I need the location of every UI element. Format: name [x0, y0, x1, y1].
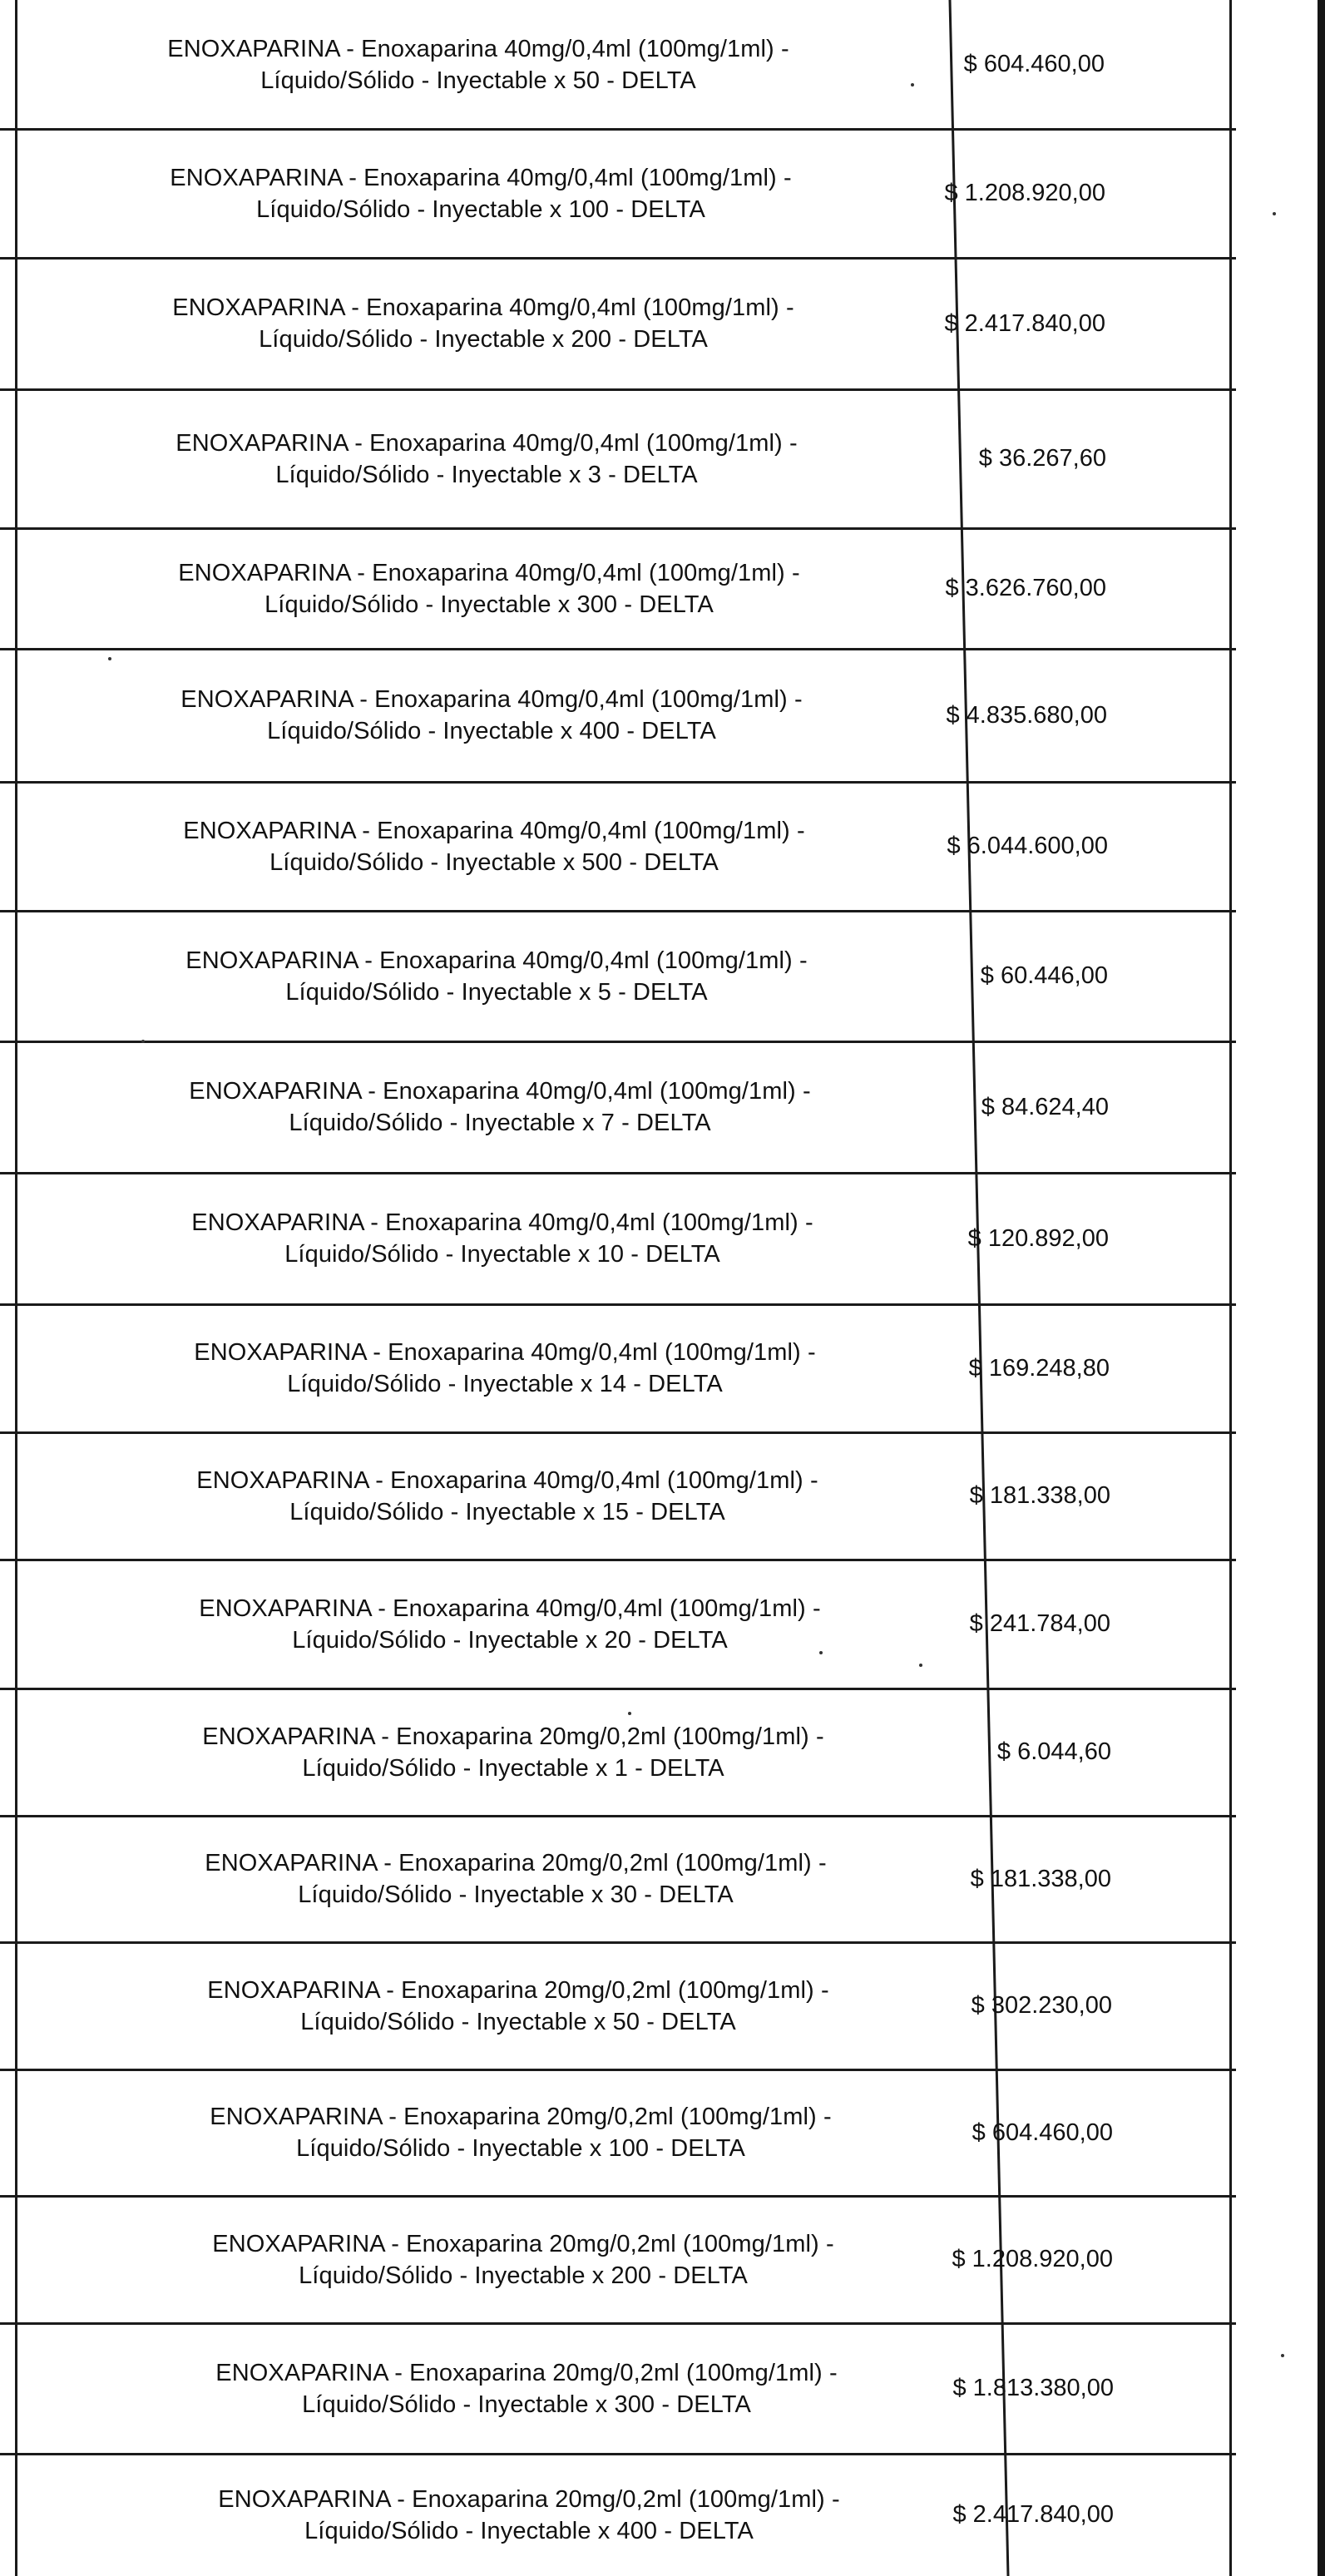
- description-line-2: Líquido/Sólido - Inyectable x 20 - DELTA: [292, 1626, 728, 1654]
- product-price: $ 2.417.840,00: [944, 309, 1105, 337]
- product-description: [35, 911, 958, 1041]
- description-line-1: ENOXAPARINA - Enoxaparina 20mg/0,2ml (100mg/1ml) -: [212, 2230, 834, 2257]
- description-line-2: Líquido/Sólido - Inyectable x 500 - DELTA: [269, 848, 719, 876]
- product-price: $ 84.624,40: [981, 1093, 1109, 1120]
- description-line-1: ENOXAPARINA - Enoxaparina 40mg/0,4ml (100mg/1ml) -: [167, 35, 789, 62]
- table-row: [0, 129, 1236, 258]
- description-line-2: Líquido/Sólido - Inyectable x 300 - DELTA: [302, 2391, 751, 2418]
- description-line-1: ENOXAPARINA - Enoxaparina 40mg/0,4ml (100mg/1ml) -: [180, 686, 803, 713]
- description-line-1: ENOXAPARINA - Enoxaparina 40mg/0,4ml (100mg/1ml) -: [183, 817, 805, 844]
- table-row: [0, 2069, 1236, 2196]
- product-description: [52, 1688, 975, 1816]
- description-line-2: Líquido/Sólido - Inyectable x 100 - DELTA: [256, 195, 705, 223]
- table-row: [0, 649, 1236, 782]
- product-description: [48, 1560, 972, 1688]
- description-line-2: Líquido/Sólido - Inyectable x 400 - DELTA: [304, 2517, 754, 2544]
- description-line-1: ENOXAPARINA - Enoxaparina 20mg/0,2ml (100mg/1ml) -: [215, 2359, 838, 2386]
- product-description: [43, 1304, 967, 1432]
- product-description: [46, 1432, 969, 1560]
- product-price: $ 6.044.600,00: [947, 833, 1108, 859]
- description-line-2: Líquido/Sólido - Inyectable x 14 - DELTA: [287, 1371, 723, 1397]
- description-line-1: ENOXAPARINA - Enoxaparina 20mg/0,2ml (100mg/1ml) -: [218, 2485, 840, 2513]
- product-price: $ 302.230,00: [971, 1992, 1112, 2019]
- description-line-2: Líquido/Sólido - Inyectable x 3 - DELTA: [275, 461, 698, 488]
- description-line-1: ENOXAPARINA - Enoxaparina 40mg/0,4ml (100mg/1ml) -: [170, 164, 792, 191]
- description-line-2: Líquido/Sólido - Inyectable x 400 - DELTA: [267, 718, 716, 744]
- description-line-2: Líquido/Sólido - Inyectable x 200 - DELTA: [259, 326, 708, 353]
- product-description: [19, 129, 942, 258]
- scan-speck: [108, 657, 111, 660]
- description-line-1: ENOXAPARINA - Enoxaparina 20mg/0,2ml (100mg/1ml) -: [205, 1850, 827, 1876]
- description-line-2: Líquido/Sólido - Inyectable x 100 - DELTA: [296, 2135, 745, 2162]
- description-line-1: ENOXAPARINA - Enoxaparina 40mg/0,4ml (100mg/1ml) -: [189, 1078, 811, 1105]
- product-description: [17, 0, 940, 129]
- product-price: $ 169.248,80: [968, 1354, 1110, 1382]
- description-line-2: Líquido/Sólido - Inyectable x 200 - DELTA: [299, 2262, 748, 2289]
- description-line-1: ENOXAPARINA - Enoxaparina 20mg/0,2ml (100mg/1ml) -: [202, 1723, 824, 1750]
- scan-speck: [919, 1664, 922, 1667]
- product-description: [65, 2323, 988, 2454]
- description-line-1: ENOXAPARINA - Enoxaparina 40mg/0,4ml (100mg/1ml) -: [191, 1209, 813, 1236]
- product-price: $ 1.813.380,00: [952, 2375, 1114, 2401]
- description-line-1: ENOXAPARINA - Enoxaparina 40mg/0,4ml (100mg/1ml) -: [196, 1466, 818, 1494]
- table-row: [0, 1041, 1236, 1173]
- product-description: [62, 2196, 985, 2323]
- product-description: [25, 389, 948, 528]
- table-row: [0, 911, 1236, 1041]
- table-row: [0, 1304, 1236, 1432]
- table-row: [0, 0, 1236, 129]
- description-line-1: ENOXAPARINA - Enoxaparina 40mg/0,4ml (100mg/1ml) -: [172, 294, 794, 321]
- scan-speck: [1273, 212, 1276, 215]
- description-line-2: Líquido/Sólido - Inyectable x 50 - DELTA: [260, 67, 696, 94]
- table-row: [0, 2323, 1236, 2454]
- product-price: $ 2.417.840,00: [952, 2501, 1114, 2528]
- scan-speck: [911, 83, 914, 87]
- description-line-2: Líquido/Sólido - Inyectable x 7 - DELTA: [289, 1110, 711, 1136]
- description-line-2: Líquido/Sólido - Inyectable x 300 - DELTA: [265, 591, 714, 618]
- description-line-2: Líquido/Sólido - Inyectable x 15 - DELTA: [289, 1498, 725, 1525]
- scan-speck: [819, 1651, 823, 1654]
- product-price: $ 120.892,00: [967, 1224, 1109, 1252]
- table-row: [0, 1560, 1236, 1688]
- description-line-2: Líquido/Sólido - Inyectable x 1 - DELTA: [302, 1754, 724, 1782]
- product-description: [41, 1173, 964, 1304]
- description-line-1: ENOXAPARINA - Enoxaparina 40mg/0,4ml (100mg/1ml) -: [178, 559, 800, 586]
- description-line-1: ENOXAPARINA - Enoxaparina 20mg/0,2ml (100mg/1ml) -: [207, 1976, 829, 2004]
- table-row: [0, 2196, 1236, 2323]
- table-row: [0, 389, 1236, 528]
- description-line-2: Líquido/Sólido - Inyectable x 5 - DELTA: [285, 978, 708, 1006]
- product-price: $ 241.784,00: [969, 1610, 1110, 1637]
- scan-speck: [1281, 2354, 1284, 2357]
- product-description: [27, 528, 951, 649]
- product-price: $ 6.044,60: [996, 1738, 1111, 1765]
- product-price: $ 181.338,00: [970, 1865, 1111, 1892]
- table-row: [0, 1173, 1236, 1304]
- product-description: [57, 1942, 980, 2069]
- description-line-2: Líquido/Sólido - Inyectable x 10 - DELTA: [284, 1241, 720, 1268]
- description-line-2: Líquido/Sólido - Inyectable x 30 - DELTA: [298, 1881, 734, 1908]
- product-description: [38, 1041, 962, 1173]
- description-line-1: ENOXAPARINA - Enoxaparina 40mg/0,4ml (100mg/1ml) -: [176, 429, 798, 457]
- description-line-1: ENOXAPARINA - Enoxaparina 40mg/0,4ml (100mg/1ml) -: [199, 1595, 821, 1622]
- product-price: $ 36.267,60: [978, 445, 1106, 472]
- product-description: [59, 2069, 982, 2196]
- table-row: [0, 528, 1236, 649]
- product-price: $ 1.208.920,00: [944, 180, 1105, 206]
- product-price: $ 60.446,00: [980, 962, 1108, 989]
- product-description: [54, 1816, 977, 1942]
- description-line-2: Líquido/Sólido - Inyectable x 50 - DELTA: [300, 2008, 736, 2035]
- scan-speck: [628, 1712, 631, 1715]
- table-row: [0, 1688, 1236, 1816]
- product-price: $ 4.835.680,00: [946, 701, 1107, 729]
- product-description: [22, 258, 945, 389]
- description-line-1: ENOXAPARINA - Enoxaparina 40mg/0,4ml (100mg/1ml) -: [194, 1339, 816, 1366]
- table-row: [0, 782, 1236, 911]
- product-description: [32, 782, 956, 911]
- product-price: $ 1.208.920,00: [952, 2246, 1113, 2272]
- table-row: [0, 1432, 1236, 1560]
- product-description: [30, 649, 953, 782]
- table-row: [0, 258, 1236, 389]
- description-line-1: ENOXAPARINA - Enoxaparina 20mg/0,2ml (100mg/1ml) -: [210, 2104, 832, 2130]
- product-price: $ 604.460,00: [963, 51, 1105, 77]
- product-price: $ 604.460,00: [972, 2119, 1113, 2146]
- table-row: [0, 2454, 1236, 2576]
- product-description: [67, 2454, 991, 2576]
- table-row: [0, 1942, 1236, 2069]
- description-line-1: ENOXAPARINA - Enoxaparina 40mg/0,4ml (100mg/1ml) -: [185, 947, 808, 974]
- table-row: [0, 1816, 1236, 1942]
- scan-speck: [141, 1040, 145, 1043]
- product-price: $ 3.626.760,00: [945, 575, 1106, 601]
- product-price: $ 181.338,00: [969, 1482, 1110, 1509]
